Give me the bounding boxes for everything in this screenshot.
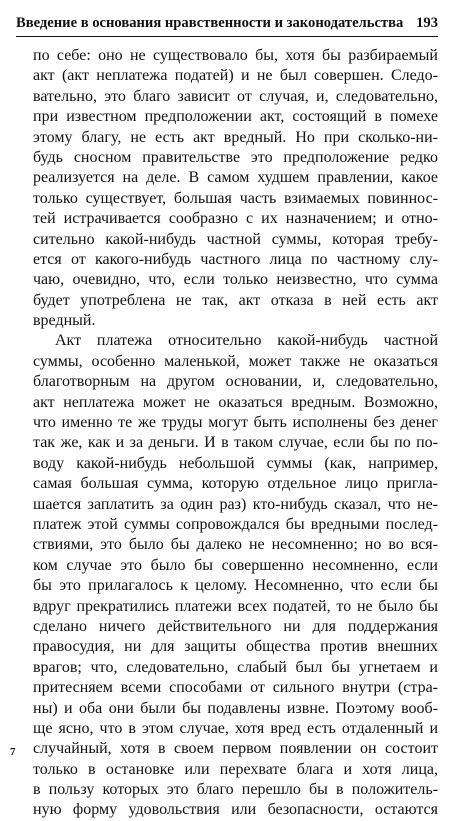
text-line: ком случае это было бы совершенно несомненно, если <box>33 556 438 574</box>
text-line: что именно те же труды могут быть исполнены без денег <box>33 414 438 432</box>
text-line: случайный, хотя в своем первом появлении он состоит <box>33 740 438 758</box>
text-line: тей истрачивается сообразно с их назначением; и отно- <box>33 210 438 228</box>
text-line: чаю, очевидно, что, если только неизвестно, что сумма <box>33 271 438 289</box>
text-line: ще ясно, что в этом случае, хотя вред есть отдаленный и <box>33 719 438 737</box>
text-line: ны) и оба они были бы подавлены извне. Поэтому вооб- <box>33 699 438 717</box>
text-line: только в остановке или перехвате блага и хотя лица, <box>33 760 438 778</box>
text-line: воду какой-нибудь небольшой суммы (как, например, <box>33 454 438 472</box>
text-line: притесняем всеми способами от сильного внутри (стра- <box>33 679 438 697</box>
text-line: правосудия, ни для защиты общества против внешних <box>33 638 438 656</box>
text-line: этому благу, не есть акт вредный. Но при сколько-ни- <box>33 128 438 146</box>
text-line: вдруг прекратились платежи всех податей, то не было бы <box>33 597 438 615</box>
text-line: врагов; что, следовательно, слабый был бы угнетаем и <box>33 658 438 676</box>
text-line: акт неплатежа может не оказаться вредным. Возможно, <box>33 393 438 411</box>
page-number: 193 <box>416 15 438 31</box>
text-line: так же, как и за деньги. И в таком случае, если бы по по- <box>33 434 438 452</box>
running-head-title: Введение в основания нравственности и законодательства <box>16 15 404 31</box>
body-text <box>33 46 438 821</box>
text-line: будь сносном правительстве это предположение редко <box>33 148 438 166</box>
paragraph-first-line: Акт платежа относительно какой-нибудь частной <box>55 332 438 350</box>
text-line: при известном предположении акт, состоящий в помехе <box>33 108 438 126</box>
header-rule <box>16 36 438 37</box>
text-line: ствиями, это было бы далеко не несомненно; но во вся- <box>33 536 438 554</box>
text-line: вредный. <box>33 312 96 330</box>
text-line: будет употреблена не так, акт отказа в ней есть акт <box>33 291 438 309</box>
text-line: благотворным на другом основании, и, следовательно, <box>33 373 438 391</box>
signature-mark: 7 <box>10 746 16 758</box>
text-line: реализуется на деле. В самом худшем правлении, какое <box>33 169 438 187</box>
text-line: только существует, большая часть взимаемых повиннос- <box>33 189 438 207</box>
text-line: вательно, это благо зависит от случая, и, следовательно, <box>33 87 438 105</box>
running-head <box>16 11 438 33</box>
text-line: бы это прилагалось к целому. Несомненно, что если бы <box>33 577 438 595</box>
text-line: по себе: оно не существовало бы, хотя бы разбираемый <box>33 47 438 64</box>
text-line: в пользу которых это благо перешло бы в положитель- <box>33 781 438 799</box>
text-line: сительно какой-нибудь частной суммы, которая требу- <box>33 230 438 248</box>
text-line: платеж этой суммы сопровождался бы вредными послед- <box>33 515 438 533</box>
text-line: ется от какого-нибудь частного лица по частному слу- <box>33 250 438 268</box>
text-line: шается заплатить за один раз) кто-нибудь сказал, что не- <box>33 495 438 513</box>
text-line: акт (акт неплатежа податей) и не был совершен. Следо- <box>33 67 438 85</box>
text-line: самая большая сумма, которую отдельное лицо пригла- <box>33 475 438 493</box>
text-line: суммы, особенно маленькой, может также не оказаться <box>33 352 438 370</box>
text-line: сделано ничего действительного ни для поддержания <box>33 617 438 635</box>
text-line: ную форму удовольствия или безопасности, остаются <box>33 801 438 819</box>
